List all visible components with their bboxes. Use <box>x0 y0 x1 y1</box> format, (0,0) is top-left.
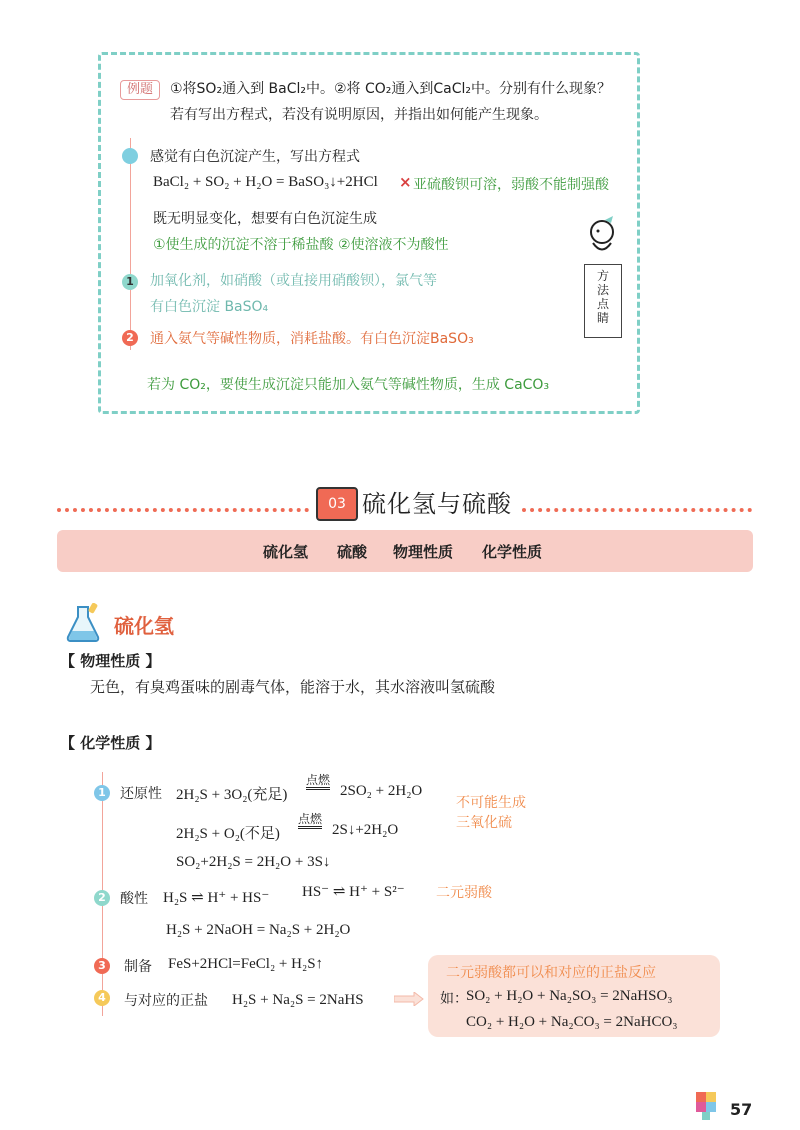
eq-prep: FeS+2HCl=FeCl₂ + H₂S↑ <box>168 956 324 972</box>
feel-text: 感觉有白色沉淀产生，写出方程式 <box>150 149 360 165</box>
eq-reduce-1: 2H₂S + 3O₂(充足) <box>176 787 288 803</box>
item1-label: 还原性 <box>120 786 162 802</box>
note-box-eq2: CO₂ + H₂O + Na₂CO₃ = 2NaHCO₃ <box>466 1014 678 1030</box>
section-divider-right <box>522 508 752 512</box>
step2-text: 通入氨气等碱性物质，消耗盐酸。有白色沉淀BaSO₃ <box>150 331 474 347</box>
conditions-text: ①使生成的沉淀不溶于稀盐酸 ②使溶液不为酸性 <box>153 237 449 253</box>
wrong-equation: BaCl₂ + SO₂ + H₂O = BaSO₃↓+2HCl <box>153 174 378 190</box>
example-question-line1: ①将SO₂通入到 BaCl₂中。②将 CO₂通入到CaCl₂中。分别有什么现象？ <box>170 81 612 97</box>
step2-number: 2 <box>122 330 138 346</box>
step1-line1: 加氧化剂，如硝酸（或直接用硝酸钡），氯气等 <box>150 273 437 289</box>
eq-reduce-2-products: 2S↓+2H₂O <box>332 822 399 838</box>
eq-reduce-1-products: 2SO₂ + 2H₂O <box>340 783 423 799</box>
subnav-item-chemical: 化学性质 <box>482 543 543 561</box>
page-number: 57 <box>730 1100 753 1119</box>
arrow-right-icon <box>394 992 424 1006</box>
note-box-prefix: 如： <box>440 991 468 1007</box>
item3-number: 3 <box>94 958 110 974</box>
item4-number: 4 <box>94 990 110 1006</box>
method-char-2: 法 <box>596 283 609 297</box>
flask-icon <box>64 603 102 643</box>
item2-label: 酸性 <box>120 891 148 907</box>
example-question-line2: 若有写出方程式，若没有说明原因，并指出如何能产生现象。 <box>170 107 548 123</box>
item3-label: 制备 <box>124 959 152 975</box>
eq-reduce-2-condition: 点燃 <box>298 812 322 829</box>
eq-reduce-1-condition: 点燃 <box>306 773 330 790</box>
item4-label: 与对应的正盐 <box>124 993 208 1009</box>
item2-number: 2 <box>94 890 110 906</box>
co2-note: 若为 CO₂，要使生成沉淀只能加入氨气等碱性物质，生成 CaCO₃ <box>147 377 550 393</box>
step1-number: 1 <box>122 274 138 290</box>
cross-note: 亚硫酸钡可溶，弱酸不能制强酸 <box>413 177 609 193</box>
h2s-title: 硫化氢 <box>114 614 174 638</box>
no-change-text: 既无明显变化，想要有白色沉淀生成 <box>153 211 377 227</box>
step1-line2: 有白色沉淀 BaSO₄ <box>150 299 269 315</box>
eq-salt: H₂S + Na₂S = 2NaHS <box>232 992 364 1008</box>
method-card <box>584 264 622 338</box>
note-no-so3-line1: 不可能生成 <box>456 795 526 811</box>
subnav-item-sulfuric: 硫酸 <box>337 543 368 561</box>
note-box-eq1: SO₂ + H₂O + Na₂SO₃ = 2NaHSO₃ <box>466 988 673 1004</box>
section-title: 硫化氢与硫酸 <box>362 490 512 518</box>
physical-label: 【 物理性质 】 <box>60 652 161 670</box>
eq-acid-2: HS⁻ ⇌ H⁺ + S²⁻ <box>302 884 405 900</box>
method-char-3: 点 <box>596 297 609 311</box>
item1-number: 1 <box>94 785 110 801</box>
subnav-item-physical: 物理性质 <box>393 543 454 561</box>
bullet-dot <box>122 148 138 164</box>
subnav-item-h2s: 硫化氢 <box>263 543 309 561</box>
eq-reduce-3: SO₂+2H₂S = 2H₂O + 3S↓ <box>176 854 331 870</box>
section-divider-left <box>57 508 309 512</box>
eq-reduce-2: 2H₂S + O₂(不足) <box>176 826 280 842</box>
chemical-label: 【 化学性质 】 <box>60 734 161 752</box>
cross-icon: × <box>399 173 412 191</box>
example-tag: 例题 <box>120 80 160 100</box>
example-guide-line <box>130 138 131 350</box>
note-no-so3-line2: 三氧化硫 <box>456 815 512 831</box>
section-number: 03 <box>316 487 358 521</box>
method-char-1: 方 <box>596 269 609 283</box>
method-char-4: 睛 <box>596 311 609 325</box>
eq-acid-1: H₂S ⇌ H⁺ + HS⁻ <box>163 890 270 906</box>
note-diprotic: 二元弱酸 <box>436 885 492 901</box>
publisher-logo-icon <box>692 1090 722 1124</box>
note-box-title: 二元弱酸都可以和对应的正盐反应 <box>446 965 656 981</box>
thinking-figure-icon <box>583 214 621 258</box>
eq-acid-3: H₂S + 2NaOH = Na₂S + 2H₂O <box>166 922 351 938</box>
physical-text: 无色，有臭鸡蛋味的剧毒气体，能溶于水，其水溶液叫氢硫酸 <box>90 678 496 696</box>
